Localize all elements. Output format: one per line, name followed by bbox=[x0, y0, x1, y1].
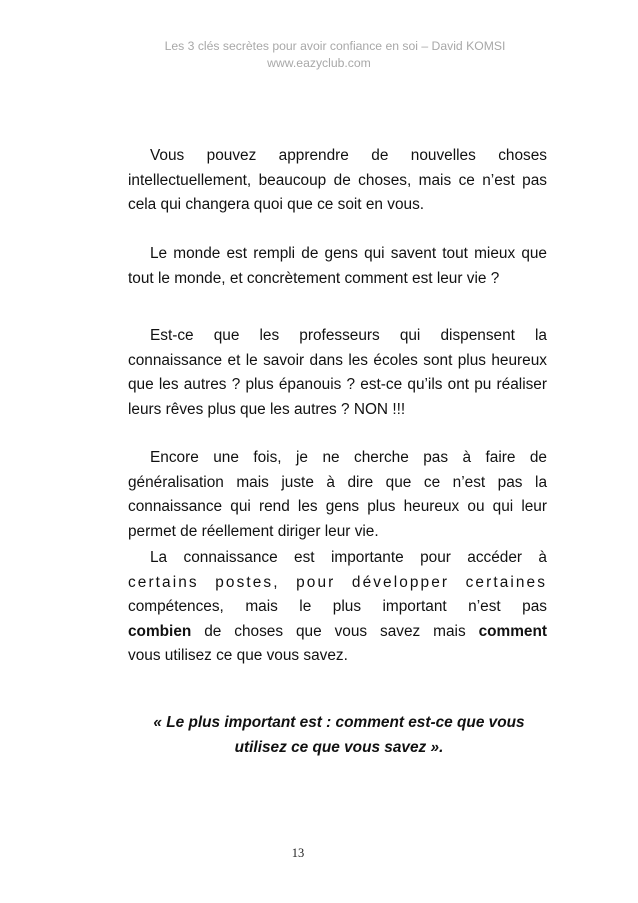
paragraph-5-line-3: compétences, mais le plus important n’est pas bbox=[128, 598, 547, 616]
paragraph-5 bbox=[128, 546, 547, 669]
emphasis-combien: combien bbox=[128, 622, 192, 640]
paragraph-5-line-4-middle: de choses que vous savez mais bbox=[191, 622, 479, 640]
highlighted-quote bbox=[128, 711, 550, 760]
paragraph-5-line-2: certains postes, pour développer certaines bbox=[128, 573, 547, 591]
page-header bbox=[0, 38, 638, 72]
quote-line-1: « Le plus important est : comment est-ce que vous bbox=[153, 714, 525, 731]
paragraph-4: Encore une fois, je ne cherche pas à faire de généralisation mais juste à dire que ce n’est pas la connaissance qui rend les gens plus heureux ou qui leur permet de réellement diriger leur vie. bbox=[128, 449, 547, 540]
paragraph-5-line-4 bbox=[128, 620, 547, 645]
emphasis-comment: comment bbox=[478, 622, 547, 640]
paragraph-3: Est-ce que les professeurs qui dispensent la connaissance et le savoir dans les écoles sont plus heureux que les autres ? plus épanouis ? est-ce qu’ils ont pu réaliser leurs rêves plus que les autres ? NON !!! bbox=[128, 327, 547, 418]
page-number: 13 bbox=[291, 846, 305, 860]
paragraph-5-line-1: La connaissance est importante pour accéder à bbox=[150, 549, 547, 566]
paragraph-5-line-5: vous utilisez ce que vous savez. bbox=[128, 647, 348, 665]
header-title: Les 3 clés secrètes pour avoir confiance en soi – David KOMSI bbox=[164, 39, 506, 53]
quote-line-2: utilisez ce que vous savez ». bbox=[234, 738, 444, 756]
header-website: www.eazyclub.com bbox=[267, 56, 371, 70]
paragraph-2: Le monde est rempli de gens qui savent tout mieux que tout le monde, et concrètement comment est leur vie ? bbox=[128, 245, 547, 287]
paragraph-1: Vous pouvez apprendre de nouvelles choses intellectuellement, beaucoup de choses, mais ce n’est pas cela qui changera quoi que ce soit en vous. bbox=[128, 147, 547, 214]
